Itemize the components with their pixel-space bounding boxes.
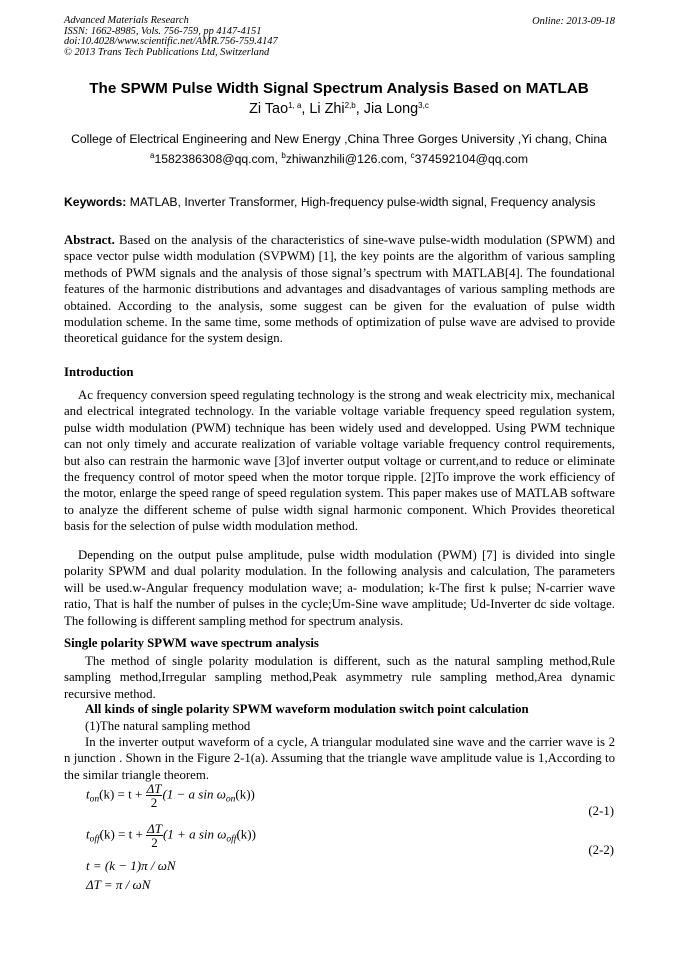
abstract-label: Abstract. [64,233,115,247]
equation-2-1: $t_{on}(k) = t$ + $\frac{\Delta T}{2}$ (1 − a $\sin \omega_{on}(k)$) [86,781,255,810]
keywords [64,195,615,209]
list-item: (1)The natural sampling method [85,719,251,733]
introduction-paragraph-2: Depending on the output pulse amplitude, pulse width modulation (PWM) [7] is divided into single polarity SPWM and dual polarity modulation. In the following analysis and calculation, The parameters will be used.w-Angular frequency modulation wave; a- modulation; k-The first k pulse; N-carrier wave ratio, That is half the number of pulses in the cycle;Um-Sine wave amplitude; Ud-Inverter dc side voltage. The following is different sampling method for spectrum analysis. [64,548,615,628]
journal-name: Advanced Materials Research [64,15,189,26]
issn-line: ISSN: 1662-8985, Vols. 756-759, pp 4147-4151 [64,25,262,37]
email-mark: b [281,151,286,160]
abstract-text: Based on the analysis of the characteristics of sine-wave pulse-width modulation (SPWM) and space vector pulse width modulation (SVPWM) [1], the key points are the algorithm of various sampling methods of PWM signals and the analysis of those signal’s spectrum with MATLAB[4]. The foundational features of the harmonic distributions and advantages and disadvantages of various sampling methods are obtained. According to the analysis, some suggest can be given for the evaluation of pulse width modulation scheme. In the same time, some methods of optimization of pulse wave are advised to provide theoretical guidance for the system design. [64,233,615,346]
equation-delta-t: ΔT = π / ωN [86,877,151,892]
email-mark: c [410,151,415,160]
section-paragraph: The method of single polarity modulation is different, such as the natural sampling method,Rule sampling method,Irregular sampling method,Peak asymmetry rule sampling method,Area dynamic recursive method. [64,654,615,701]
subsection-heading: All kinds of single polarity SPWM waveform modulation switch point calculation [85,702,529,716]
section-paragraph: In the inverter output waveform of a cycle, A triangular modulated sine wave and the carrier wave is 2 n junction . Shown in the Figure 2-1(a). Assuming that the triangle wave amplitude value is 1,According to the similar triangle theorem. [64,735,615,782]
journal-metadata [64,16,278,58]
author-separator: , [355,101,364,117]
fraction: $\frac{\Delta T}{2}$ [147,821,162,850]
author-name: Zi Tao [249,101,289,117]
author-affil-mark: 1, a [288,101,302,110]
email-address: 374592104@qq.com [414,152,528,166]
paper-title: The SPWM Pulse Width Signal Spectrum Analysis Based on MATLAB [89,80,589,97]
fraction: $\frac{\Delta T}{2}$ [146,781,162,810]
introduction-heading: Introduction [64,365,134,379]
doi-line: doi:10.4028/www.scientific.net/AMR.756-759.4147 [64,36,278,48]
author-emails [20,152,658,166]
equation-number: (2-1) [588,804,614,818]
author-list [20,101,658,117]
author-affil-mark: 2,b [344,101,356,110]
equation-t: t = (k − 1)π / ωN [86,858,176,873]
online-date: Online: 2013-09-18 [532,16,615,27]
keywords-text: MATLAB, Inverter Transformer, High-frequency pulse-width signal, Frequency analysis [126,195,596,209]
author-name: Jia Long [363,101,419,117]
author-name: Li Zhi [309,101,345,117]
section-heading: Single polarity SPWM wave spectrum analysis [64,636,319,650]
email-mark: a [150,151,155,160]
copyright-line: © 2013 Trans Tech Publications Ltd, Switzerland [64,46,270,58]
author-affil-mark: 3,c [418,101,429,110]
affiliation: College of Electrical Engineering and New Energy ,China Three Gorges University ,Yi chang, China [71,132,607,146]
equation-2-2: $t_{off}(k) = t$ + $\frac{\Delta T}{2}$ (1 + a $\sin \omega_{off}(k)$) [86,821,256,850]
abstract [64,232,615,347]
email-address: 1582386308@qq.com, [154,152,282,166]
keywords-label: Keywords: [64,195,127,209]
equation-number: (2-2) [588,843,614,857]
introduction-paragraph-1: Ac frequency conversion speed regulating technology is the strong and weak electricity mix, mechanical and electrical integrated technology. In the variable voltage variable frequency speed regulation system, pulse width modulation (PWM) technique has been widely used and developped. Using PWM technique can not only timely and accurate realization of variable voltage variable frequency control requirements, but also can restrain the harmonic wave [3]of inverter output voltage or current,and to reduce or eliminate the frequency control of motor speed when the motor torque ripple. [2]To improve the work efficiency of the motor, enlarge the speed range of speed regulation system. This paper makes use of MATLAB software to analyze the different scheme of pulse width signal harmonic component. Which Provides theoretical basis for the selection of pulse width modulation method. [64,388,615,534]
email-address: zhiwanzhili@126.com, [285,152,411,166]
author-separator: , [301,101,310,117]
